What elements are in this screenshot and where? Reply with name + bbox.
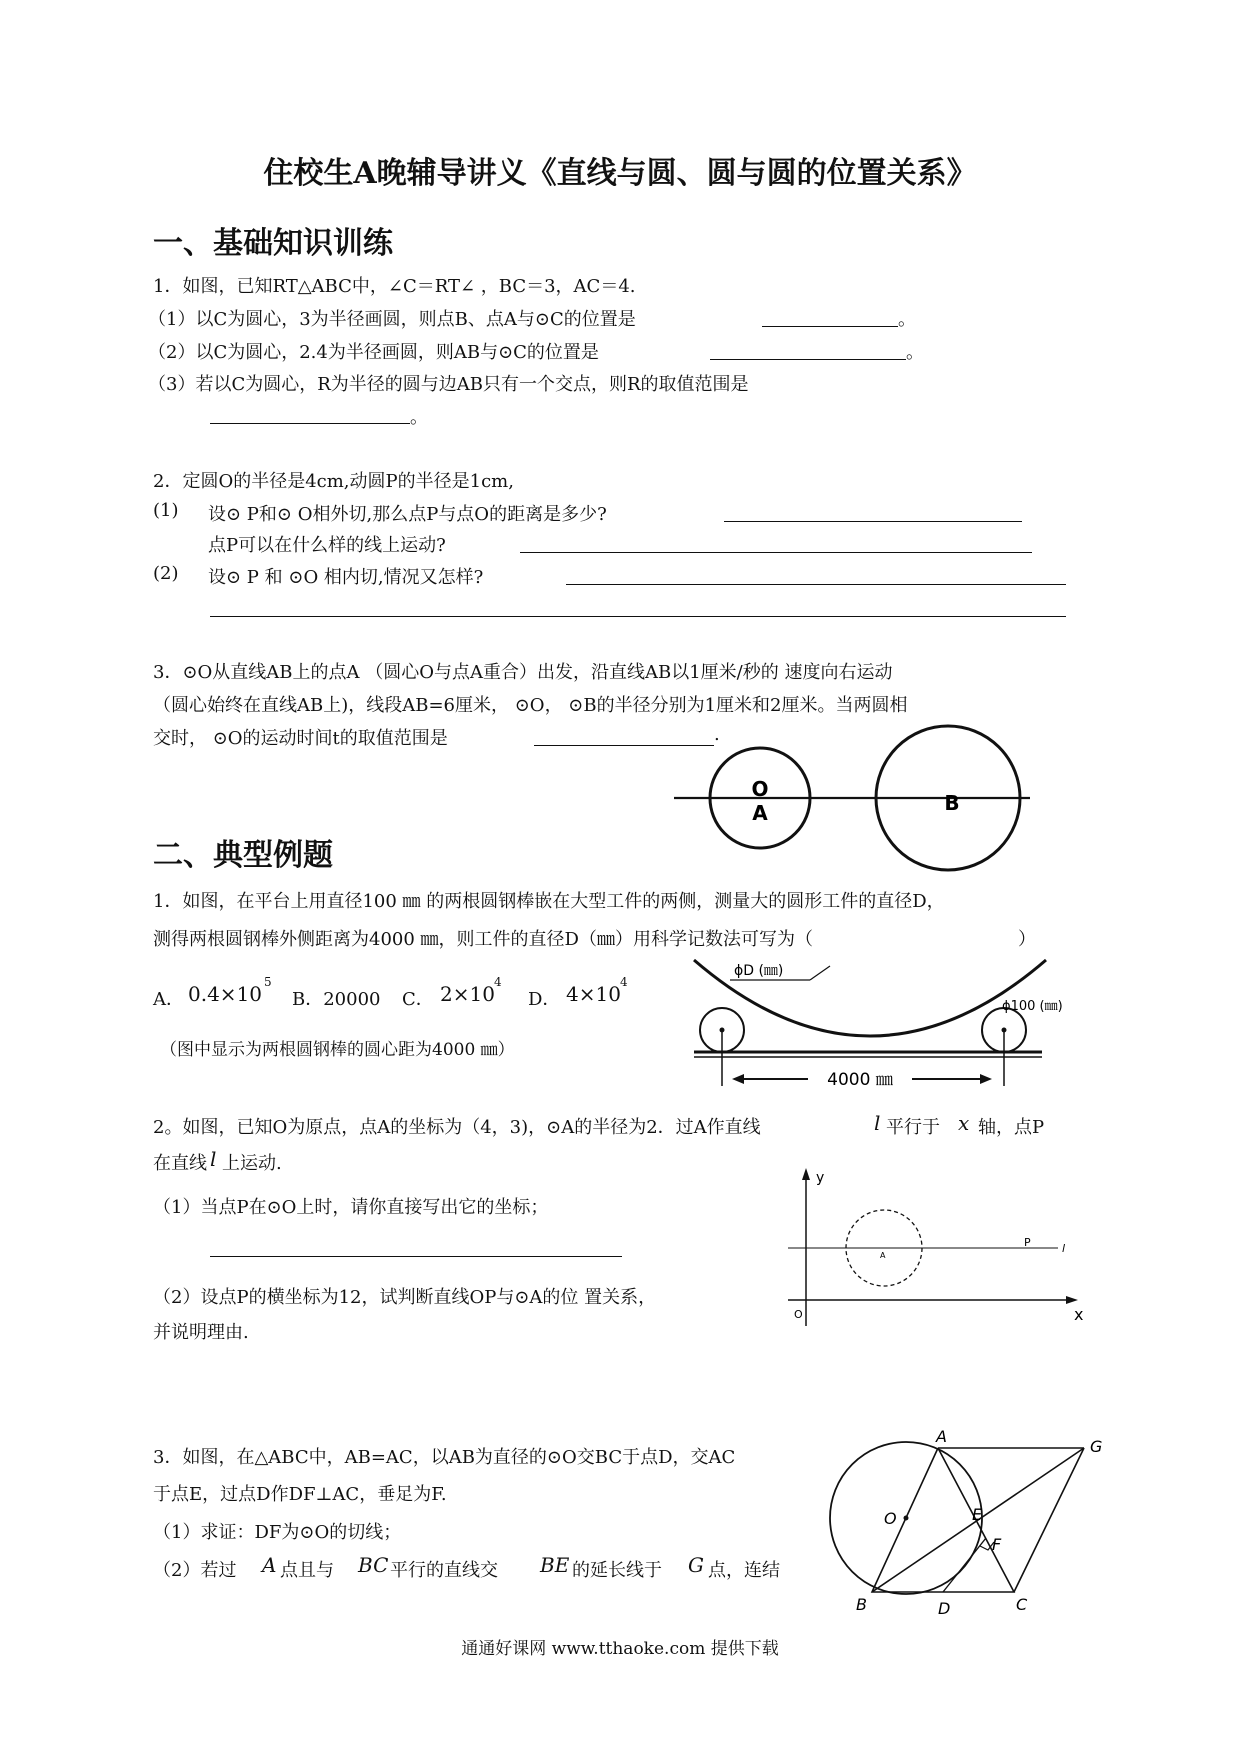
label-D: D	[938, 1599, 951, 1618]
s2-q2-part2b: 并说明理由.	[153, 1322, 249, 1343]
s1-q1-part3: （3）若以C为圆心，R为半径的圆与边AB只有一个交点，则R的取值范围是	[148, 374, 749, 395]
answer-blank	[762, 326, 898, 327]
coordinate-figure	[780, 1166, 1090, 1336]
answer-blank	[724, 521, 1022, 522]
point-a-label: A	[880, 1251, 886, 1260]
s2-q3-part2e: 点，连结	[708, 1560, 780, 1581]
s1-q2-part1-number: (1)	[153, 500, 179, 521]
s2-q1-line2-end: ）	[1018, 929, 1036, 950]
answer-blank	[210, 1256, 622, 1257]
page-title: 住校生A晚辅导讲义《直线与圆、圆与圆的位置关系》	[263, 156, 977, 191]
s2-q3-bc: BC	[358, 1553, 389, 1577]
answer-blank	[210, 616, 1066, 617]
s2-q2-x: x	[958, 1111, 970, 1135]
s2-q2-line2a: 在直线	[153, 1153, 207, 1174]
s2-q2-line1a: 2。如图，已知O为原点，点A的坐标为（4，3)，⊙A的半径为2．过A作直线	[153, 1117, 761, 1138]
s1-q3-line3: 交时， ⊙O的运动时间t的取值范围是	[153, 728, 448, 749]
s1-q1-part1: （1）以C为圆心，3为半径画圆，则点B、点A与⊙C的位置是	[148, 309, 636, 330]
answer-blank	[210, 423, 410, 424]
s1-q2-part2: 设⊙ P 和 ⊙O 相内切,情况又怎样?	[208, 567, 484, 588]
s2-q3-be: BE	[540, 1553, 570, 1577]
s2-q3-part2a: （2）若过	[153, 1560, 237, 1581]
s1-q1-part3-end: 。	[410, 407, 428, 428]
s1-q3-line2: （圆心始终在直线AB上)，线段AB=6厘米， ⊙O， ⊙B的半径分别为1厘米和2厘米。当两圆相	[153, 695, 908, 716]
s2-q3-g: G	[688, 1553, 704, 1577]
s2-q2-line2b: 上运动.	[222, 1153, 282, 1174]
s1-q1-part2: （2）以C为圆心，2.4为半径画圆，则AB与⊙C的位置是	[148, 342, 599, 363]
label-a: A	[752, 801, 768, 825]
section-heading-1: 一、基础知识训练	[153, 226, 393, 261]
s1-q1-part2-end: 。	[906, 342, 924, 363]
option-b: B．20000	[292, 989, 381, 1010]
option-d-exponent: 4	[620, 975, 628, 989]
label-o: O	[751, 777, 769, 801]
s2-q1-line1: 1．如图，在平台上用直径100 ㎜ 的两根圆钢棒嵌在大型工件的两侧，测量大的圆形工件的直径D，	[153, 891, 945, 912]
s2-q1-note: （图中显示为两根圆钢棒的圆心距为4000 ㎜）	[160, 1040, 515, 1060]
two-circles-figure	[670, 738, 1030, 858]
s1-q2-stem: 2．定圆O的半径是4cm,动圆P的半径是1cm,	[153, 471, 514, 492]
s1-q3-line1: 3．⊙O从直线AB上的点A （圆心O与点A重合）出发，沿直线AB以1厘米/秒的 速度向右运动	[153, 662, 893, 683]
s1-q2-part1: 设⊙ P和⊙ O相外切,那么点P与点O的距离是多少?	[208, 504, 607, 525]
s2-q3-a: A	[262, 1553, 277, 1577]
section-heading-2: 二、典型例题	[153, 838, 333, 873]
s2-q3-line1: 3．如图，在△ABC中，AB=AC，以AB为直径的⊙O交BC于点D，交AC	[153, 1447, 736, 1468]
label-F: F	[992, 1535, 1002, 1554]
answer-blank	[520, 552, 1032, 553]
s2-q2-part1: （1）当点P在⊙O上时，请你直接写出它的坐标；	[153, 1197, 549, 1218]
option-a-label: A．	[153, 989, 184, 1010]
line-l-label: l	[1062, 1242, 1066, 1255]
label-G: G	[1090, 1437, 1103, 1456]
s1-q2-part2-number: (2)	[153, 563, 179, 584]
answer-blank	[566, 584, 1066, 585]
label-b: B	[944, 791, 960, 815]
s2-q3-line2: 于点E，过点D作DF⊥AC，垂足为F.	[153, 1484, 447, 1505]
label-C: C	[1016, 1595, 1028, 1614]
triangle-circle-figure	[820, 1420, 1130, 1620]
axis-label-y: y	[816, 1170, 825, 1186]
s1-q2-part1b: 点P可以在什么样的线上运动?	[208, 535, 446, 556]
label-diameter-d: ϕD (㎜)	[734, 963, 784, 979]
option-d-label: D．	[528, 989, 561, 1010]
s2-q2-line1c: 轴，点P	[978, 1117, 1045, 1138]
s2-q3-part2c: 平行的直线交	[390, 1560, 498, 1581]
label-O: O	[884, 1509, 897, 1528]
s1-q3-line3-end: .	[714, 724, 720, 745]
axis-label-x: x	[1074, 1305, 1084, 1324]
s2-q2-l2: l	[210, 1147, 217, 1171]
s2-q2-line1b: 平行于	[886, 1117, 940, 1138]
s1-q1-stem: 1．如图，已知RT△ABC中，∠C＝RT∠ ，BC＝3，AC＝4.	[153, 276, 636, 297]
s2-q1-line2: 测得两根圆钢棒外侧距离为4000 ㎜，则工件的直径D（㎜）用科学记数法可写为（	[153, 929, 813, 950]
point-p-label: P	[1024, 1236, 1031, 1249]
s2-q2-l: l	[874, 1111, 881, 1135]
origin-label: O	[794, 1308, 803, 1321]
footer-credit: 通通好课网 www.tthaoke.com 提供下载	[461, 1639, 779, 1659]
answer-blank	[710, 359, 906, 360]
s2-q3-part2b: 点且与	[280, 1560, 334, 1581]
label-distance: 4000 ㎜	[827, 1070, 893, 1090]
label-B: B	[856, 1595, 867, 1614]
label-E: E	[972, 1505, 983, 1524]
option-c-value: 2×10	[440, 982, 495, 1006]
option-c-label: C．	[402, 989, 434, 1010]
workpiece-figure	[690, 960, 1063, 1100]
s2-q2-part2a: （2）设点P的横坐标为12，试判断直线OP与⊙A的位 置关系，	[153, 1287, 657, 1308]
s2-q3-part2d: 的延长线于	[572, 1560, 662, 1581]
label-A: A	[936, 1427, 947, 1446]
option-a-value: 0.4×10	[188, 982, 263, 1006]
option-d-value: 4×10	[566, 982, 621, 1006]
s1-q1-part1-end: 。	[898, 309, 916, 330]
label-rod-diameter: ϕ100 (㎜)	[1002, 999, 1063, 1014]
option-a-exponent: 5	[264, 975, 272, 989]
option-c-exponent: 4	[494, 975, 502, 989]
s2-q3-part1: （1）求证：DF为⊙O的切线；	[153, 1522, 402, 1543]
